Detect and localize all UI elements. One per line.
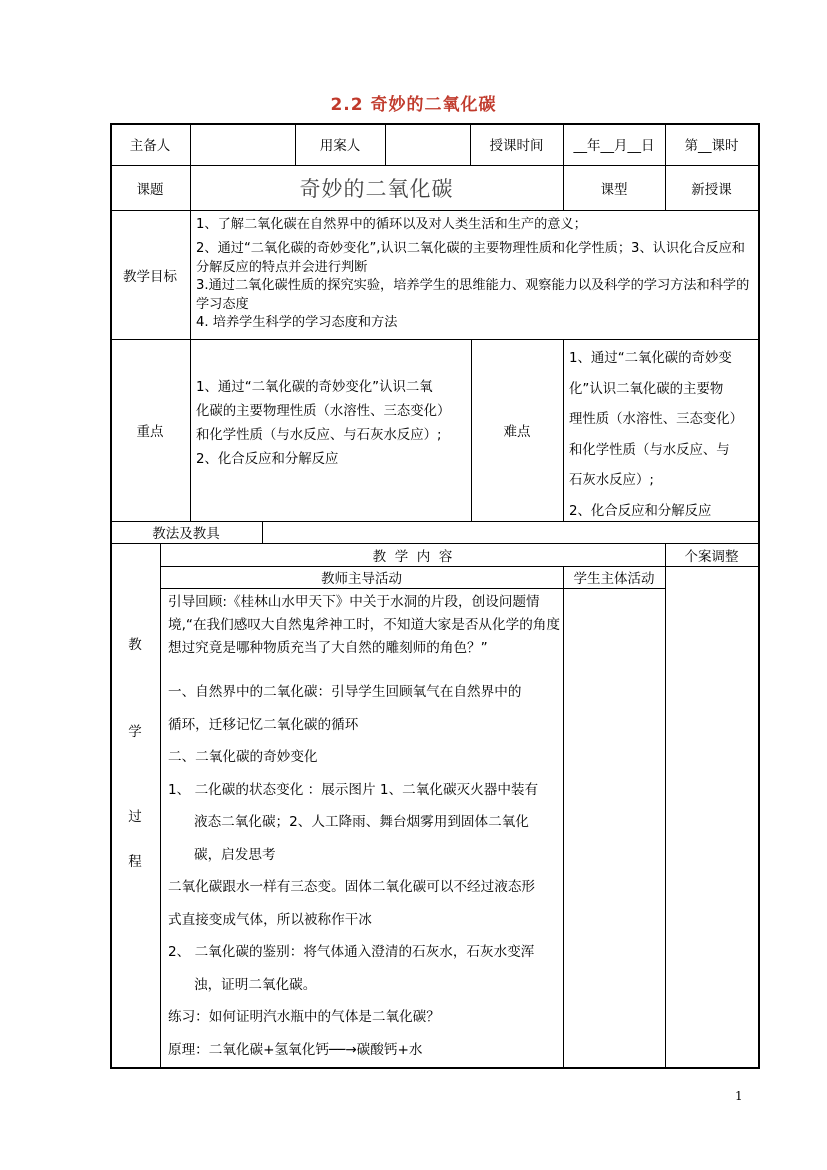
activity-line: 原理：二氧化碳+氢氧化钙──→碳酸钙+水 bbox=[168, 1041, 423, 1058]
activity-line: 二氧化碳跟水一样有三态变。固体二氧化碳可以不经过液态形 bbox=[168, 879, 536, 895]
author-label: 主备人 bbox=[129, 138, 171, 154]
type-value: 新授课 bbox=[691, 181, 732, 198]
key-point-line: 2、化合反应和分解反应 bbox=[196, 452, 339, 467]
goals-label: 教学目标 bbox=[123, 268, 177, 285]
type-label: 课型 bbox=[600, 181, 628, 198]
activity-line: 液态二氧化碳；2、人工降雨、舞台烟雾用到固体二氧化 bbox=[194, 814, 529, 830]
user-label: 用案人 bbox=[319, 138, 361, 154]
activity-line: 式直接变成气体，所以被称作干冰 bbox=[168, 911, 372, 928]
difficulty-label: 难点 bbox=[503, 424, 531, 440]
key-points-text bbox=[196, 376, 468, 472]
process-label-char: 程 bbox=[128, 854, 142, 870]
student-header: 学生主体活动 bbox=[573, 571, 655, 587]
topic-value: 奇妙的二氧化碳 bbox=[299, 176, 454, 201]
adjust-header: 个案调整 bbox=[684, 548, 739, 565]
teacher-header: 教师主导活动 bbox=[321, 571, 402, 587]
goal-item: 1、了解二氧化碳在自然界中的循环以及对人类生活和生产的意义； bbox=[196, 217, 587, 232]
process-label bbox=[110, 543, 160, 1068]
time-value: __年__月__日 bbox=[573, 138, 655, 154]
methods-label: 教法及教具 bbox=[152, 526, 220, 542]
page-number: 1 bbox=[735, 1089, 743, 1103]
activity-line: 浊，证明二氧化碳。 bbox=[194, 976, 317, 993]
goal-item: 4. 培养学生科学的学习态度和方法 bbox=[196, 315, 398, 331]
author-value bbox=[190, 123, 295, 165]
teacher-activity bbox=[168, 676, 563, 1066]
content-header: 教 学 内 容 bbox=[372, 548, 453, 565]
topic-label: 课题 bbox=[136, 181, 164, 198]
key-point-line: 1、通过“二氧化碳的奇妙变化”认识二氧 bbox=[196, 380, 433, 395]
key-points-label: 重点 bbox=[136, 424, 164, 440]
teacher-intro: 引导回顾:《桂林山水甲天下》中关于水洞的片段，创设问题情境,“在我们感叹大自然鬼斧神工时，不知道大家是否从化学的角度想过究竟是哪种物质充当了大自然的雕刻师的角色？” bbox=[168, 594, 560, 656]
activity-line: 循环，迁移记忆二氧化碳的循环 bbox=[168, 716, 359, 733]
activity-line: 2、 二氧化碳的鉴别：将气体通入澄清的石灰水，石灰水变浑 bbox=[168, 944, 535, 960]
activity-line: 二、二氧化碳的奇妙变化 bbox=[168, 749, 318, 765]
difficulty-text bbox=[569, 344, 757, 528]
difficulty-line: 2、化合反应和分解反应 bbox=[569, 503, 712, 519]
methods-value bbox=[262, 521, 758, 543]
page-title: 2.2 奇妙的二氧化碳 bbox=[330, 95, 497, 115]
goal-item: 3.通过二氧化碳性质的探究实验，培养学生的思维能力、观察能力以及科学的学习方法和科学的学习态度 bbox=[196, 278, 750, 312]
user-value bbox=[385, 123, 470, 165]
lesson-number: 第__课时 bbox=[684, 138, 739, 154]
goal-item: 2、通过“二氧化碳的奇妙变化”,认识二氧化碳的主要物理性质和化学性质；3、认识化合反应和分解反应的特点并会进行判断 bbox=[196, 241, 745, 275]
process-label-char: 过 bbox=[128, 809, 142, 825]
difficulty-line: 理性质（水溶性、三态变化） bbox=[569, 412, 744, 428]
activity-line: 一、自然界中的二氧化碳：引导学生回顾氧气在自然界中的 bbox=[168, 684, 522, 700]
key-point-line: 和化学性质（与水反应、与石灰水反应）; bbox=[196, 428, 442, 443]
activity-line: 练习：如何证明汽水瓶中的气体是二氧化碳？ bbox=[168, 1009, 440, 1025]
process-label-char: 教 bbox=[128, 637, 142, 653]
difficulty-line: 化”认识二氧化碳的主要物 bbox=[569, 381, 724, 397]
activity-line: 1、 二化碳的状态变化 ：展示图片 1、二氧化碳灭火器中装有 bbox=[168, 781, 539, 798]
difficulty-line: 石灰水反应）; bbox=[569, 473, 654, 489]
goals-list bbox=[196, 216, 753, 332]
difficulty-line: 1、通过“二氧化碳的奇妙变 bbox=[569, 351, 732, 366]
process-label-char: 学 bbox=[128, 724, 142, 740]
time-label: 授课时间 bbox=[489, 138, 544, 154]
difficulty-line: 和化学性质（与水反应、与 bbox=[569, 442, 730, 458]
activity-line: 碳，启发思考 bbox=[194, 846, 276, 863]
key-point-line: 化碳的主要物理性质（水溶性、三态变化） bbox=[196, 404, 451, 419]
